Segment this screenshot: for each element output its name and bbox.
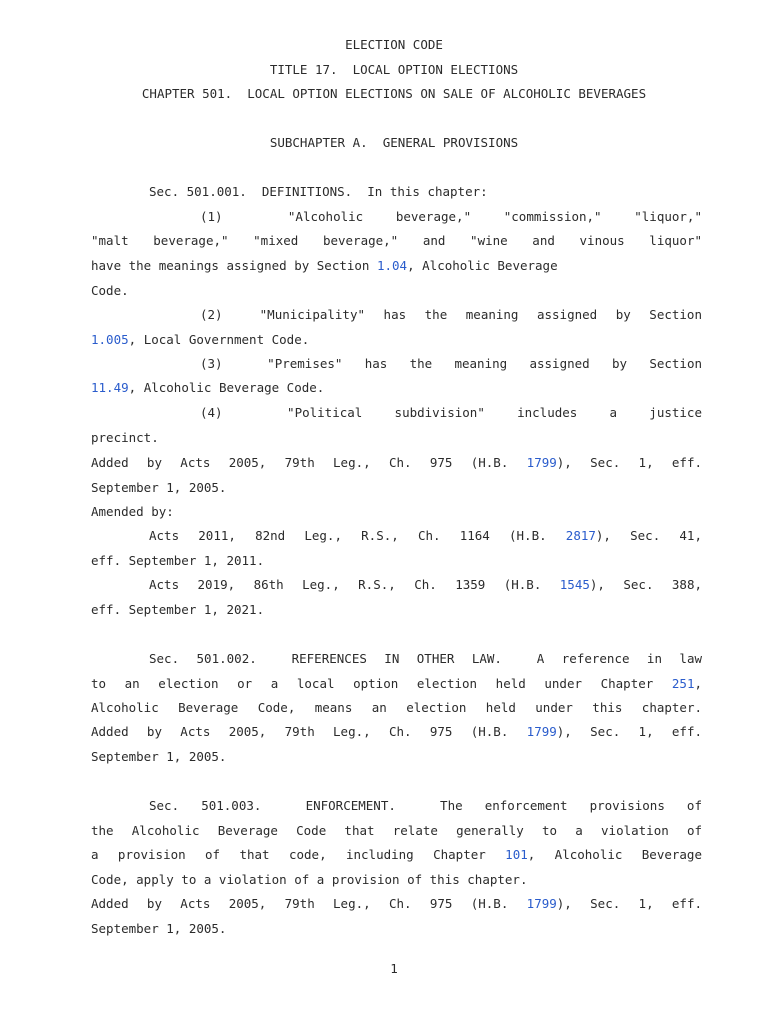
definition-1-line: (1) "Alcoholic beverage," "commission," "liquor," xyxy=(200,209,702,224)
text-run: Added by Acts 2005, 79th Leg., Ch. 975 (H.B. xyxy=(91,896,527,911)
amended-label: Amended by: xyxy=(91,504,174,519)
section-501-002-line xyxy=(91,676,702,692)
amendment-note: eff. September 1, 2021. xyxy=(91,602,265,617)
text-run: ), Sec. 1, eff. xyxy=(556,455,703,470)
section-501-002-line: Sec. 501.002. REFERENCES IN OTHER LAW. A reference in law xyxy=(149,651,702,666)
section-501-003-line: Sec. 501.003. ENFORCEMENT. The enforcement provisions of xyxy=(149,798,702,813)
text-run: Acts 2019, 86th Leg., R.S., Ch. 1359 (H.B. xyxy=(149,577,560,592)
bill-link-1545[interactable]: 1545 xyxy=(559,577,590,592)
section-501-003-line xyxy=(91,847,702,863)
definition-4-line: precinct. xyxy=(91,430,159,445)
source-note xyxy=(91,455,702,471)
source-note: September 1, 2005. xyxy=(91,480,227,495)
amendment-note xyxy=(149,528,702,544)
definition-4-line: (4) "Political subdivision" includes a justice xyxy=(200,405,702,420)
text-run: to an election or a local option election held under Chapter xyxy=(91,676,672,691)
code-heading: ELECTION CODE xyxy=(345,37,443,52)
source-note: September 1, 2005. xyxy=(91,921,227,936)
text-run: , xyxy=(694,676,702,691)
source-note xyxy=(91,724,702,740)
text-run: , Alcoholic Beverage xyxy=(407,258,558,273)
section-501-001-heading: Sec. 501.001. DEFINITIONS. In this chapter: xyxy=(149,184,488,199)
amendment-note xyxy=(149,577,702,593)
text-run: ), Sec. 1, eff. xyxy=(556,724,703,739)
text-run: Added by Acts 2005, 79th Leg., Ch. 975 (H.B. xyxy=(91,724,527,739)
bill-link-1799[interactable]: 1799 xyxy=(526,896,557,911)
definition-1-line: Code. xyxy=(91,283,129,298)
source-note xyxy=(91,896,702,912)
text-run: ), Sec. 1, eff. xyxy=(556,896,703,911)
section-link-1-005[interactable]: 1.005 xyxy=(91,332,129,347)
chapter-link-101[interactable]: 101 xyxy=(505,847,528,862)
bill-link-1799[interactable]: 1799 xyxy=(526,455,557,470)
source-note: September 1, 2005. xyxy=(91,749,227,764)
text-run: Added by Acts 2005, 79th Leg., Ch. 975 (H.B. xyxy=(91,455,527,470)
section-link-11-49[interactable]: 11.49 xyxy=(91,380,129,395)
definition-2-line xyxy=(91,332,309,348)
page-number: 1 xyxy=(390,961,398,976)
text-run: ), Sec. 388, xyxy=(589,577,702,592)
section-501-003-line: Code, apply to a violation of a provision of this chapter. xyxy=(91,872,528,887)
section-link-1-04[interactable]: 1.04 xyxy=(376,258,408,273)
definition-3-line xyxy=(91,380,324,396)
text-run: , Local Government Code. xyxy=(128,332,310,347)
definition-1-line xyxy=(91,258,558,274)
chapter-link-251[interactable]: 251 xyxy=(671,676,695,691)
text-run: Acts 2011, 82nd Leg., R.S., Ch. 1164 (H.B. xyxy=(149,528,566,543)
text-run: a provision of that code, including Chapter xyxy=(91,847,506,862)
bill-link-1799[interactable]: 1799 xyxy=(526,724,557,739)
text-run: have the meanings assigned by Section xyxy=(91,258,377,273)
bill-link-2817[interactable]: 2817 xyxy=(565,528,596,543)
amendment-note: eff. September 1, 2011. xyxy=(91,553,265,568)
text-run: , Alcoholic Beverage xyxy=(527,847,702,862)
subchapter-heading: SUBCHAPTER A. GENERAL PROVISIONS xyxy=(269,135,519,150)
chapter-heading: CHAPTER 501. LOCAL OPTION ELECTIONS ON SALE OF ALCOHOLIC BEVERAGES xyxy=(141,86,647,101)
definition-1-line: "malt beverage," "mixed beverage," and "wine and vinous liquor" xyxy=(91,233,702,248)
section-501-003-line: the Alcoholic Beverage Code that relate generally to a violation of xyxy=(91,823,702,838)
section-501-002-line: Alcoholic Beverage Code, means an election held under this chapter. xyxy=(91,700,702,715)
text-run: ), Sec. 41, xyxy=(595,528,702,543)
text-run: , Alcoholic Beverage Code. xyxy=(128,380,325,395)
title-heading: TITLE 17. LOCAL OPTION ELECTIONS xyxy=(269,62,519,77)
definition-2-line: (2) "Municipality" has the meaning assigned by Section xyxy=(200,307,702,322)
definition-3-line: (3) "Premises" has the meaning assigned by Section xyxy=(200,356,702,371)
